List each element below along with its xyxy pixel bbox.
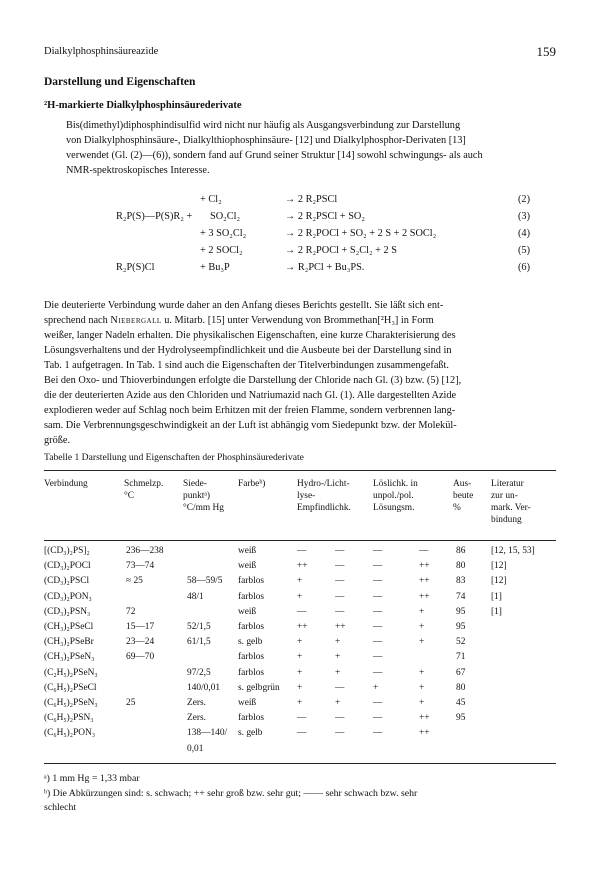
eq-product: → 2 R₂POCl + S₂Cl₂ + 2 S (285, 245, 397, 256)
cell-color: farblos (238, 591, 265, 602)
cell-compound: (CD₃)₂PSN₃ (44, 606, 91, 617)
cell-photolysis: — (335, 576, 345, 587)
cell-compound: (CH₃)₂PSeN₃ (44, 652, 95, 663)
table-bottom-rule (44, 763, 556, 764)
cell-color: s. gelb (238, 637, 263, 648)
cell-solubility-polar: ++ (419, 728, 430, 739)
text-line: sprechend nach Niebergall u. Mitarb. [15] unter Verwendung von Brommethan[²H₃] in Form (44, 315, 434, 326)
col-header: Siede- punktᵃ) °C/mm Hg (183, 479, 224, 513)
text-line: Bei den Oxo- und Thioverbindungen erfolgte die Darstellung der Chloride nach Gl. (3) bzw. (5) [12], (44, 375, 462, 386)
cell-literature: [12] (491, 576, 507, 587)
cell-photolysis: — (335, 546, 345, 556)
cell-literature: [12] (491, 561, 507, 572)
cell-color: s. gelbgrün (238, 682, 280, 693)
cell-hydrolysis: + (297, 652, 303, 663)
eq-number: (6) (518, 262, 531, 273)
cell-color: farblos (238, 576, 265, 587)
cell-photolysis: — (335, 561, 345, 572)
cell-yield: 95 (456, 713, 466, 724)
cell-photolysis: + (335, 637, 341, 648)
section-title: Darstellung und Eigenschaften (44, 76, 196, 88)
cell-compound: [(CD₃)₂PS]₂ (44, 546, 90, 556)
cell-melting-point: 73—74 (126, 561, 155, 572)
cell-yield: 52 (456, 637, 466, 648)
cell-solubility-nonpolar: — (373, 637, 383, 648)
cell-solubility-nonpolar: — (373, 561, 383, 572)
cell-yield: 80 (456, 682, 466, 693)
cell-solubility-polar: + (419, 667, 425, 678)
cell-hydrolysis: + (297, 698, 303, 708)
eq-product: → 2 R₂PSCl + SO₂ (285, 211, 365, 222)
cell-compound: (C₆H₅)₂PSeCl (44, 682, 97, 693)
cell-color: farblos (238, 652, 265, 663)
eq-number: (4) (518, 228, 531, 239)
author-name: Niebergall (110, 315, 162, 326)
cell-yield: 71 (456, 652, 466, 663)
cell-solubility-polar: ++ (419, 713, 430, 724)
cell-solubility-polar: — (419, 546, 429, 556)
cell-solubility-polar: + (419, 698, 425, 708)
cell-compound: (C₆H₅)₂PSeN₃ (44, 698, 98, 708)
text-line: sam. Die Verbrennungsgeschwindigkeit an der Luft ist abhängig vom Siedepunkt bzw. der Molekül- (44, 420, 457, 431)
cell-yield: 67 (456, 667, 466, 678)
eq-number: (5) (518, 245, 531, 256)
cell-solubility-polar: ++ (419, 561, 430, 572)
text-line: von Dialkylphosphinsäure-, Dialkylthiophosphinsäure- [12] und Dialkylphosphor-Derivaten [13] (66, 135, 466, 146)
cell-color: farblos (238, 667, 265, 678)
cell-compound: (C₂H₅)₂PSeN₃ (44, 667, 98, 678)
col-header: Verbindung (44, 479, 88, 489)
text-line: weißer, langer Nadeln erhalten. Die physikalischen Eigenschaften, eine kurze Charakterisierung des (44, 330, 456, 341)
cell-photolysis: — (335, 728, 345, 739)
cell-hydrolysis: — (297, 606, 307, 617)
eq-product: → R₂PCl + Bu₃PS. (285, 262, 365, 273)
cell-solubility-polar: ++ (419, 576, 430, 587)
eq-product: → 2 R₂PSCl (285, 194, 338, 205)
running-title: Dialkylphosphinsäureazide (44, 46, 159, 57)
cell-hydrolysis: — (297, 546, 307, 556)
cell-boiling-point: 97/2,5 (187, 667, 211, 678)
cell-literature: [12, 15, 53] (491, 546, 535, 556)
cell-melting-point: 72 (126, 606, 136, 617)
eq-reagent: + Cl₂ (200, 194, 222, 205)
cell-solubility-nonpolar: — (373, 576, 383, 587)
cell-compound: (C₆H₅)₂PSN₃ (44, 713, 94, 724)
cell-hydrolysis: — (297, 728, 307, 739)
text-line: NMR-spektroskopisches Interesse. (66, 165, 210, 176)
cell-boiling-point: 58—59/5 (187, 576, 223, 587)
col-header: Literatur zur un- mark. Ver- bindung (491, 479, 531, 525)
cell-yield: 45 (456, 698, 466, 708)
cell-color: weiß (238, 698, 257, 708)
cell-hydrolysis: + (297, 576, 303, 587)
cell-boiling-point: Zers. (187, 713, 207, 724)
cell-photolysis: + (335, 667, 341, 678)
cell-solubility-nonpolar: — (373, 667, 383, 678)
cell-solubility-nonpolar: — (373, 713, 383, 724)
cell-yield: 86 (456, 546, 466, 556)
text-line: verwendet (Gl. (2)—(6)), sondern fand auf Grund seiner Struktur [14] sowohl schwingungs- als auch (66, 150, 483, 161)
cell-literature: [1] (491, 606, 502, 617)
cell-solubility-polar: ++ (419, 591, 430, 602)
subsection-title: ²H-markierte Dialkylphosphinsäurederivate (44, 100, 242, 111)
cell-solubility-polar: + (419, 606, 425, 617)
cell-color: weiß (238, 561, 257, 572)
cell-compound: (CH₃)₂PSeBr (44, 637, 94, 648)
cell-photolysis: — (335, 713, 345, 724)
cell-solubility-polar: + (419, 682, 425, 693)
cell-boiling-point-cont: 0,01 (187, 743, 204, 754)
eq-reagent: + Bu₃P (200, 262, 230, 273)
eq-number: (3) (518, 211, 531, 222)
cell-compound: (C₆H₅)₂PON₃ (44, 728, 96, 739)
cell-yield: 95 (456, 606, 466, 617)
eq-left: R₂P(S)Cl (116, 262, 155, 273)
table-top-rule (44, 470, 556, 471)
intro-paragraph (44, 118, 556, 178)
text-line: Tab. 1 aufgetragen. In Tab. 1 sind auch die Eigenschaften der Titelverbindungen zusammengefaßt. (44, 360, 449, 371)
running-header (44, 46, 556, 57)
table-header-rule (44, 540, 556, 541)
cell-solubility-nonpolar: — (373, 622, 383, 632)
eq-left: R₂P(S)—P(S)R₂ + (116, 211, 193, 222)
cell-hydrolysis: — (297, 713, 307, 724)
cell-hydrolysis: + (297, 591, 303, 602)
cell-hydrolysis: + (297, 667, 303, 678)
cell-photolysis: — (335, 606, 345, 617)
table-caption: Tabelle 1 Darstellung und Eigenschaften der Phosphinsäurederivate (44, 452, 304, 463)
cell-melting-point: 69—70 (126, 652, 155, 663)
col-header: Löslichk. in unpol./pol. Lösungsm. (373, 479, 418, 513)
cell-solubility-nonpolar: — (373, 591, 383, 602)
cell-boiling-point: Zers. (187, 698, 207, 708)
text-line: die der deuterierten Azide aus den Chloriden und Natriumazid nach Gl. (1). Alle dargestellten Azide (44, 390, 457, 401)
col-header: Hydro-/Licht- lyse- Empfindlichk. (297, 479, 351, 513)
cell-solubility-polar: + (419, 637, 425, 648)
cell-literature: [1] (491, 591, 502, 602)
cell-yield: 95 (456, 622, 466, 632)
cell-yield: 83 (456, 576, 466, 587)
col-header: Schmelzp. °C (124, 479, 164, 501)
cell-solubility-nonpolar: — (373, 606, 383, 617)
cell-boiling-point: 140/0,01 (187, 682, 221, 693)
cell-hydrolysis: ++ (297, 561, 308, 572)
cell-solubility-nonpolar: — (373, 728, 383, 739)
cell-photolysis: + (335, 652, 341, 663)
cell-yield: 80 (456, 561, 466, 572)
cell-melting-point: 15—17 (126, 622, 155, 632)
text-line: Lösungsverhaltens und der Hydrolyseempfindlichkeit und die Ausbeute bei der Darstellung sind in (44, 345, 452, 356)
cell-compound: (CD₃)₂POCl (44, 561, 91, 572)
col-header: Aus- beute % (453, 479, 474, 513)
col-header: Farbeᵇ) (238, 479, 266, 489)
footnote-b: ᵇ) Die Abkürzungen sind: s. schwach; ++ sehr groß bzw. sehr gut; —— sehr schwach bzw. sehr schlecht (44, 788, 418, 813)
cell-solubility-nonpolar: — (373, 698, 383, 708)
cell-compound: (CH₃)₂PSeCl (44, 622, 94, 632)
main-paragraph (44, 298, 556, 448)
eq-reagent: SO₂Cl₂ (210, 211, 241, 222)
eq-reagent: + 3 SO₂Cl₂ (200, 228, 247, 239)
cell-solubility-polar: + (419, 622, 425, 632)
cell-boiling-point: 61/1,5 (187, 637, 211, 648)
cell-melting-point: ≈ 25 (126, 576, 143, 587)
cell-photolysis: ++ (335, 622, 346, 632)
cell-hydrolysis: + (297, 682, 303, 693)
text-line: größe. (44, 435, 71, 446)
cell-solubility-nonpolar: — (373, 652, 383, 663)
cell-color: s. gelb (238, 728, 263, 739)
cell-hydrolysis: ++ (297, 622, 308, 632)
text-line: explodieren weder auf Schlag noch beim Erhitzen mit der freien Flamme, sondern verbrennen lang- (44, 405, 456, 416)
cell-color: farblos (238, 622, 265, 632)
cell-compound: (CD₃)₂PSCl (44, 576, 90, 587)
cell-yield: 74 (456, 591, 466, 602)
eq-product: → 2 R₂POCl + SO₂ + 2 S + 2 SOCl₂ (285, 228, 437, 239)
cell-color: farblos (238, 713, 265, 724)
cell-solubility-nonpolar: — (373, 546, 383, 556)
cell-hydrolysis: + (297, 637, 303, 648)
cell-melting-point: 23—24 (126, 637, 155, 648)
cell-photolysis: — (335, 682, 345, 693)
text-line: Die deuterierte Verbindung wurde daher an den Anfang dieses Berichts gestellt. Sie läßt sich ent- (44, 300, 444, 311)
cell-photolysis: — (335, 591, 345, 602)
cell-boiling-point: 52/1,5 (187, 622, 211, 632)
eq-reagent: + 2 SOCl₂ (200, 245, 243, 256)
footnote-a: ᵃ) 1 mm Hg = 1,33 mbar (44, 773, 140, 784)
cell-melting-point: 25 (126, 698, 136, 708)
cell-melting-point: 236—238 (126, 546, 164, 556)
cell-solubility-nonpolar: + (373, 682, 379, 693)
cell-boiling-point: 138—140/ (187, 728, 228, 739)
page-number: 159 (536, 44, 556, 59)
cell-color: weiß (238, 606, 257, 617)
eq-number: (2) (518, 194, 531, 205)
cell-color: weiß (238, 546, 257, 556)
text-line: Bis(dimethyl)diphosphindisulfid wird nicht nur häufig als Ausgangsverbindung zur Darstellung (66, 120, 461, 131)
cell-boiling-point: 48/1 (187, 591, 204, 602)
cell-photolysis: + (335, 698, 341, 708)
cell-compound: (CD₃)₂PON₃ (44, 591, 92, 602)
